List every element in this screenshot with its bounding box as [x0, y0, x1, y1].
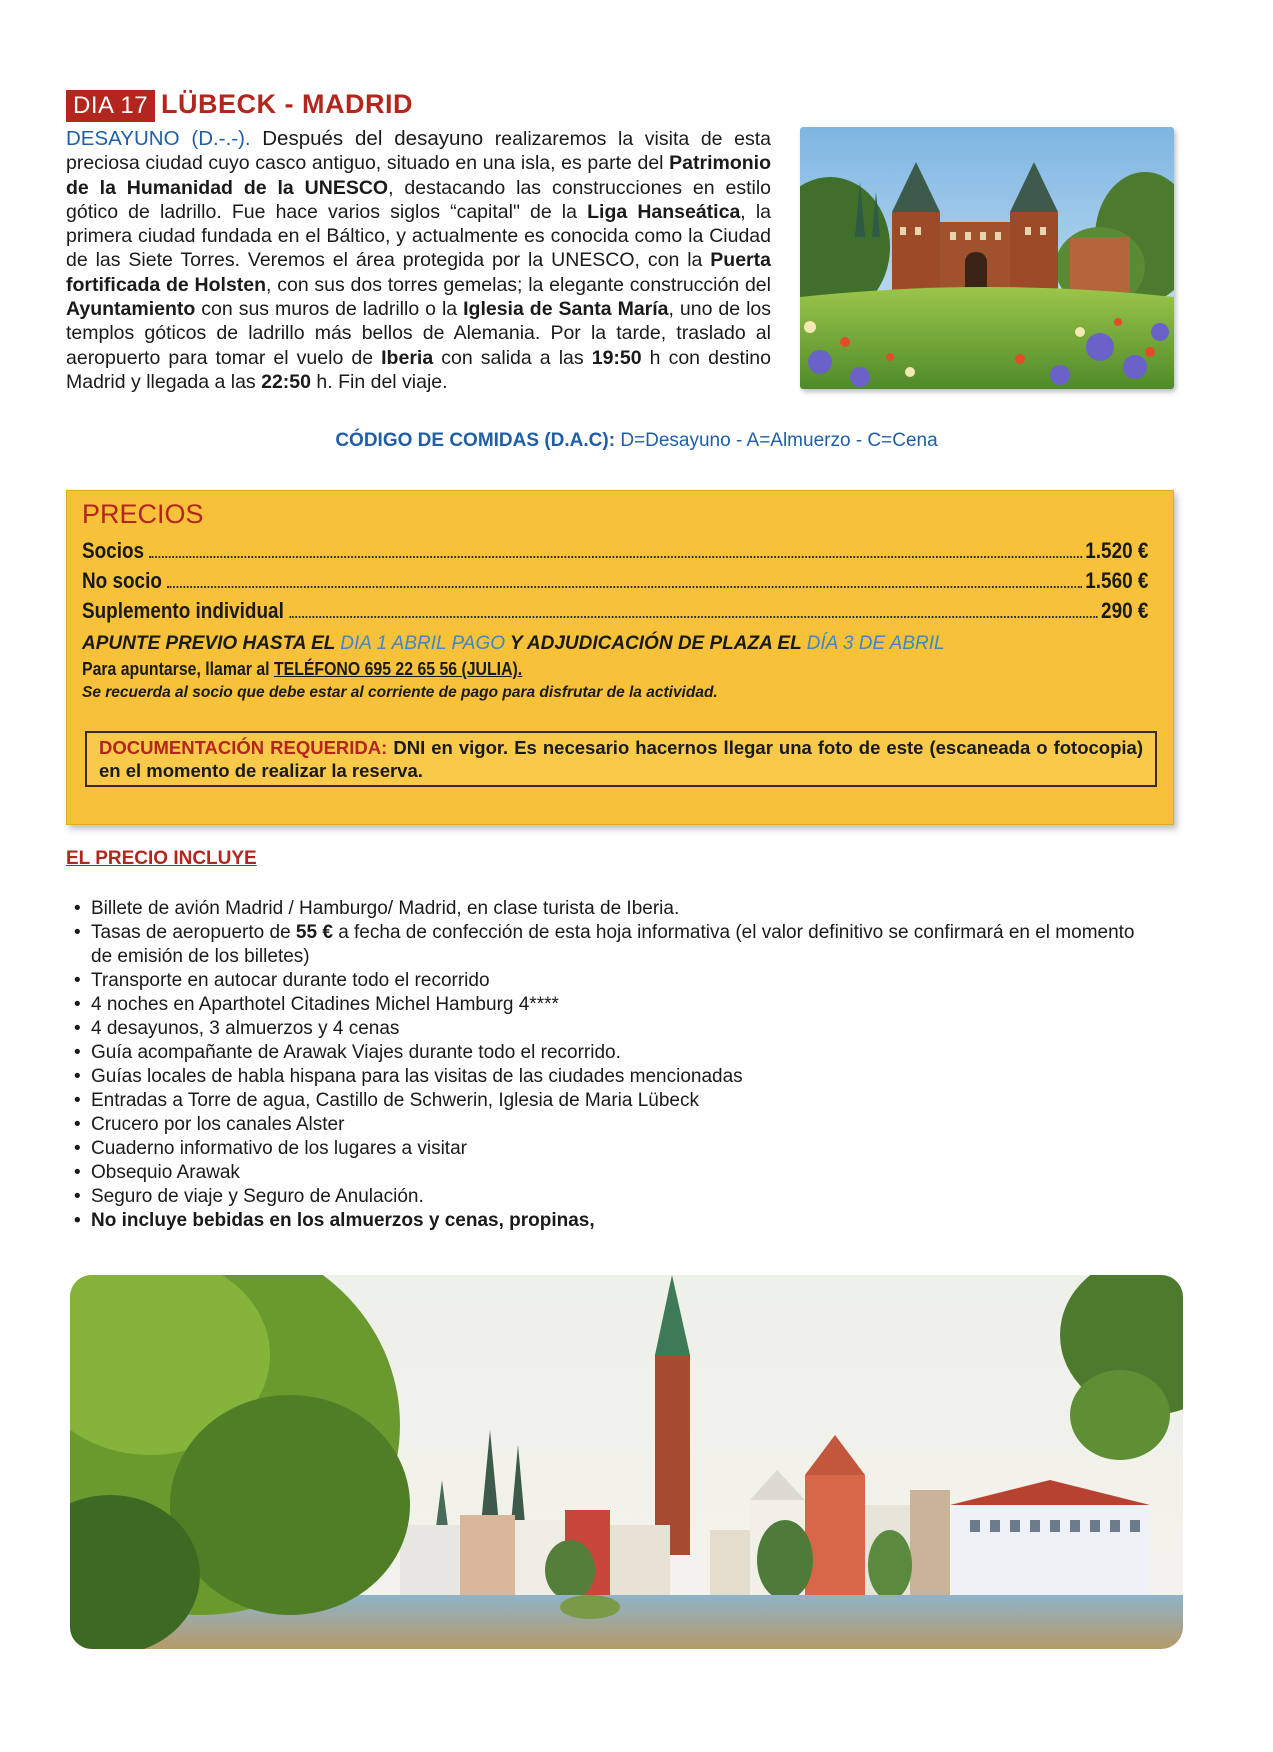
text-segment: , destacando las construcciones en estilo gótico de ladrillo. Fue hace varios siglos “capital" de la: [66, 176, 771, 223]
booking-dates: [82, 633, 945, 655]
documentation-box: [85, 731, 1157, 787]
bold-segment: Iglesia de Santa María: [463, 298, 669, 321]
meal-code-lead: DESAYUNO (D.-.-).: [66, 127, 251, 150]
booking-phone: [82, 659, 522, 680]
lubeck-panorama-illustration: [70, 1275, 1183, 1649]
text-segment: Para apuntarse, llamar al: [82, 659, 270, 679]
text-segment: Tasas de aeropuerto de: [91, 922, 291, 943]
list-item: • Billete de avión Madrid / Hamburgo/ Madrid, en clase turista de Iberia.: [66, 897, 1146, 921]
list-item: • Transporte en autocar durante todo el recorrido: [66, 969, 1146, 993]
price-row: [82, 594, 1148, 624]
price-amount: 1.520 €: [1085, 538, 1149, 563]
bold-segment: 19:50: [591, 346, 642, 369]
text-segment: con sus muros de ladrillo o la: [201, 298, 458, 321]
price-label: Suplemento individual: [82, 598, 284, 623]
day-badge: DIA 17: [66, 90, 155, 122]
includes-heading: EL PRECIO INCLUYE: [66, 848, 257, 869]
bold-segment: Liga Hanseática: [587, 200, 741, 223]
bold-segment: Patrimonio de la Humanidad de la UNESCO: [66, 152, 771, 199]
day-header: [66, 89, 413, 122]
prices-heading: PRECIOS: [82, 499, 204, 529]
documentation-text: [87, 733, 1155, 782]
lubeck-panorama-photo: [70, 1275, 1183, 1649]
list-item: • Guía acompañante de Arawak Viajes durante todo el recorrido.: [66, 1041, 1146, 1065]
bold-segment: Iberia: [381, 346, 434, 369]
price-row: [82, 564, 1148, 594]
day-title: LÜBECK - MADRID: [161, 89, 414, 119]
price-list: [82, 534, 1273, 624]
bold-segment: Ayuntamiento: [66, 298, 196, 321]
payment-reminder: Se recuerda al socio que debe estar al corriente de pago para disfrutar de la actividad.: [82, 684, 718, 701]
list-item: • Obsequio Arawak: [66, 1161, 1146, 1185]
text-segment: , con sus dos torres gemelas; la elegante construcción del: [266, 273, 771, 296]
price-label: No socio: [82, 568, 162, 593]
allocation-date: DÍA 3 DE ABRIL: [806, 633, 945, 654]
list-item: • Entradas a Torre de agua, Castillo de Schwerin, Iglesia de Maria Lübeck: [66, 1089, 1146, 1113]
holstentor-photo: [800, 127, 1174, 389]
list-item: [66, 921, 1146, 969]
meal-codes: [60, 430, 1213, 452]
leader-dots: [289, 616, 1098, 618]
leader-dots: [149, 556, 1082, 558]
documentation-label: DOCUMENTACIÓN REQUERIDA:: [99, 737, 388, 758]
leader-dots: [167, 586, 1082, 588]
list-item: • Crucero por los canales Alster: [66, 1113, 1146, 1137]
phone-number-link[interactable]: TELÉFONO 695 22 65 56 (JULIA).: [273, 659, 523, 679]
text-segment: Después del desayuno: [262, 127, 484, 150]
day-description: [66, 127, 771, 394]
list-item: • No incluye bebidas en los almuerzos y cenas, propinas,: [66, 1209, 1146, 1233]
text-segment: h con destino Madrid y llegada a las: [66, 346, 771, 393]
text-segment: realizaremos la visita de esta preciosa ciudad cuyo casco antiguo, situado en una isla, es parte del: [66, 128, 771, 175]
text-segment: con salida a las: [441, 346, 584, 369]
price-amount: 1.560 €: [1085, 568, 1149, 593]
meal-codes-label: CÓDIGO DE COMIDAS (D.A.C):: [335, 430, 616, 451]
price-label: Socios: [82, 538, 145, 563]
text-segment: h. Fin del viaje.: [316, 370, 448, 393]
price-row: [82, 534, 1148, 564]
list-item: • Guías locales de habla hispana para las visitas de las ciudades mencionadas: [66, 1065, 1146, 1089]
text-segment: , uno de los templos góticos de ladrillo más bellos de Alemania. Por la tarde, traslado al aeropuerto para tomar el vuelo de: [66, 298, 772, 369]
list-item: • 4 desayunos, 3 almuerzos y 4 cenas: [66, 1017, 1146, 1041]
holstentor-illustration: [800, 127, 1174, 389]
price-amount: 290 €: [1101, 598, 1149, 623]
payment-date: DIA 1 ABRIL PAGO: [340, 633, 506, 654]
meal-codes-legend: D=Desayuno - A=Almuerzo - C=Cena: [620, 430, 938, 451]
bold-segment: Puerta fortificada de Holsten: [66, 249, 771, 296]
tax-amount: 55 €: [295, 922, 333, 943]
list-item: • Seguro de viaje y Seguro de Anulación.: [66, 1185, 1146, 1209]
includes-list: [66, 897, 1146, 1233]
text-segment: APUNTE PREVIO HASTA EL: [82, 633, 336, 654]
text-segment: , la primera ciudad fundada en el Báltico, y actualmente es conocida como la Ciudad de las Siete Torres. Veremos el área protegida por la UNESCO, con la: [66, 200, 772, 272]
text-segment: a fecha de confección de esta hoja informativa (el valor definitivo se confirmará en el momento de emisión de los billetes): [91, 922, 1135, 967]
bold-segment: 22:50: [261, 370, 311, 393]
documentation-detail: DNI en vigor. Es necesario hacernos llegar una foto de este (escaneada o fotocopia) en el momento de realizar la reserva.: [99, 737, 1143, 781]
text-segment: Y ADJUDICACIÓN DE PLAZA EL: [509, 633, 802, 654]
list-item: • 4 noches en Aparthotel Citadines Michel Hamburg 4****: [66, 993, 1146, 1017]
list-item: • Cuaderno informativo de los lugares a visitar: [66, 1137, 1146, 1161]
